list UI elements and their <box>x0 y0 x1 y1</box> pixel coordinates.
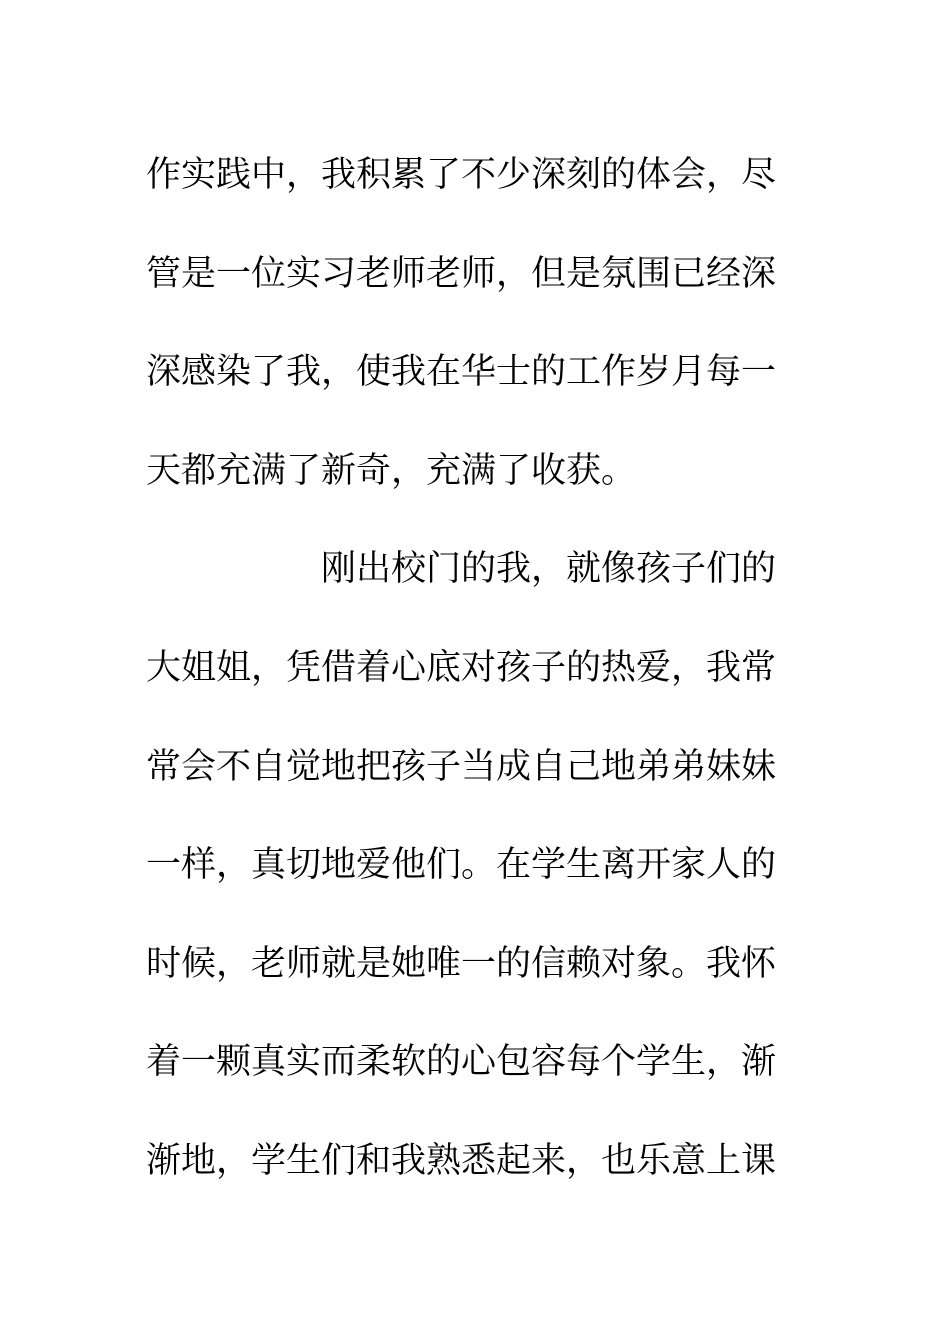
text-line-3: 深感染了我，使我在华士的工作岁月每一 <box>146 352 777 393</box>
text-line-10: 着一颗真实而柔软的心包容每个学生，渐 <box>146 1042 777 1083</box>
text-line-1: 作实践中，我积累了不少深刻的体会，尽 <box>146 155 777 195</box>
text-line-9: 时候，老师就是她唯一的信赖对象。我怀 <box>146 943 777 984</box>
text-line-8: 一样，真切地爱他们。在学生离开家人的 <box>146 845 777 886</box>
text-line-11: 渐地，学生们和我熟悉起来，也乐意上课 <box>146 1140 777 1181</box>
text-line-4: 天都充满了新奇，充满了收获。 <box>146 450 637 491</box>
text-line-7: 常会不自觉地把孩子当成自己地弟弟妹妹 <box>146 746 777 787</box>
body-text <box>146 126 786 1211</box>
text-line-2: 管是一位实习老师老师，但是氛围已经深 <box>146 253 777 294</box>
text-line-6: 大姐姐，凭借着心底对孩子的热爱，我常 <box>146 647 777 688</box>
text-line-5-indented: 刚出校门的我，就像孩子们的 <box>321 549 777 590</box>
